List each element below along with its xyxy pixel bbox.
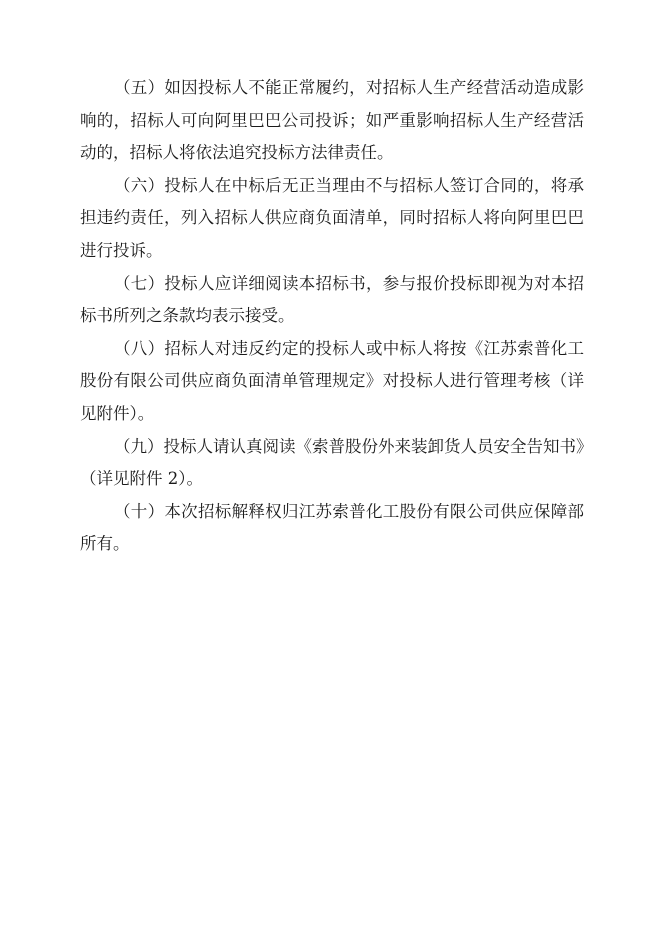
text-line: 响的，招标人可向阿里巴巴公司投诉；如严重影响招标人生产经营活 bbox=[80, 110, 584, 130]
text-line: 股份有限公司供应商负面清单管理规定》对投标人进行管理考核（详 bbox=[80, 371, 584, 391]
paragraph-九 bbox=[80, 431, 593, 496]
text-line: （十）本次招标解释权归江苏索普化工股份有限公司供应保障部 bbox=[114, 501, 584, 521]
document-body bbox=[80, 72, 593, 561]
text-line: （五）如因投标人不能正常履约，对招标人生产经营活动造成影 bbox=[114, 78, 584, 97]
text-line: 进行投诉。 bbox=[80, 240, 163, 260]
text-line: （七）投标人应详细阅读本招标书，参与报价投标即视为对本招 bbox=[114, 273, 584, 293]
paragraph-五 bbox=[80, 72, 584, 170]
text-line: 标书所列之条款均表示接受。 bbox=[80, 306, 295, 326]
paragraph-七 bbox=[80, 268, 584, 333]
paragraph-十 bbox=[80, 496, 584, 561]
text-line: （九）投标人请认真阅读《索普股份外来装卸货人员安全告知书》 bbox=[114, 436, 593, 456]
text-line: 担违约责任，列入招标人供应商负面清单，同时招标人将向阿里巴巴 bbox=[80, 208, 584, 228]
paragraph-六 bbox=[80, 170, 584, 268]
text-line: 见附件）。 bbox=[80, 403, 155, 423]
text-line: （八）招标人对违反约定的投标人或中标人将按《江苏索普化工 bbox=[114, 338, 584, 358]
text-line: 所有。 bbox=[80, 534, 130, 554]
paragraph-八 bbox=[80, 333, 584, 431]
text-line: （详见附件 2）。 bbox=[80, 469, 203, 489]
text-line: （六）投标人在中标后无正当理由不与招标人签订合同的，将承 bbox=[114, 175, 584, 195]
text-line: 动的，招标人将依法追究投标方法律责任。 bbox=[80, 143, 394, 163]
